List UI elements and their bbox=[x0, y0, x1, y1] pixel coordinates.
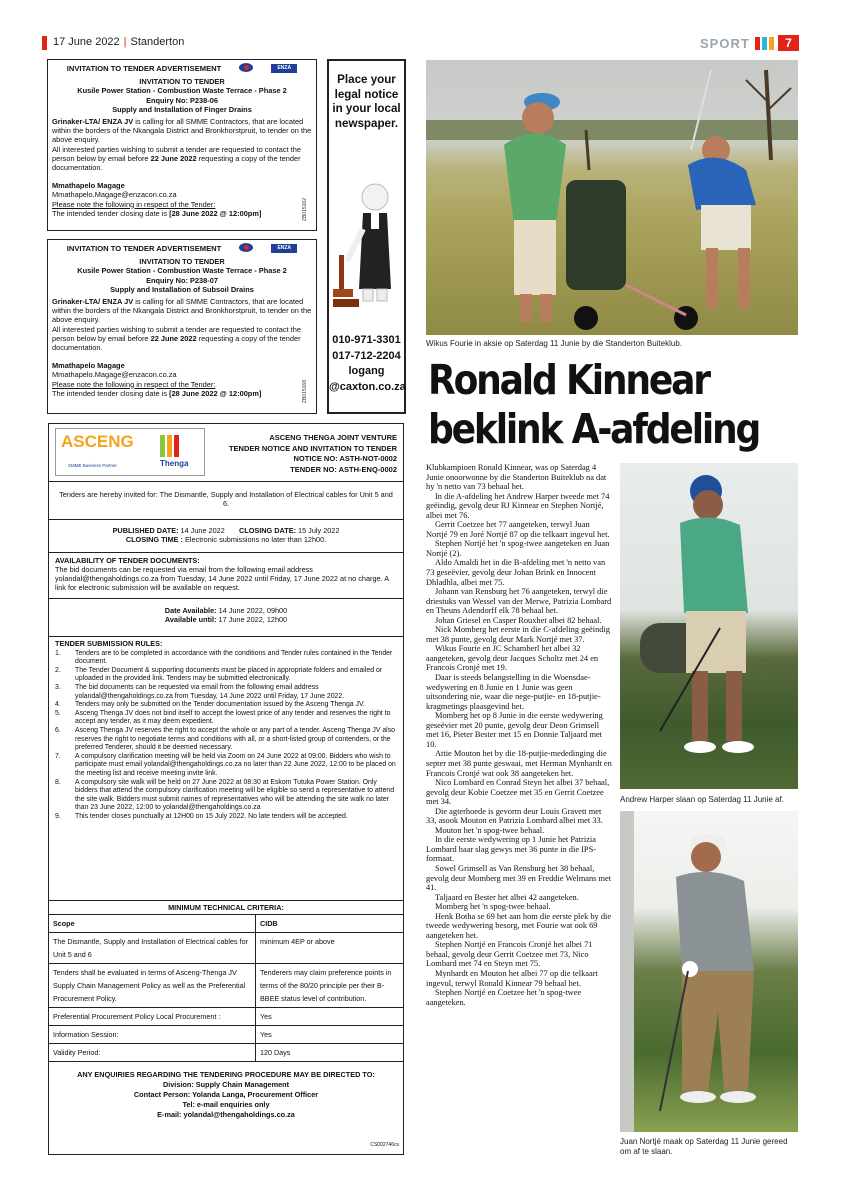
rule-text: The Tender Document & supporting documents must be placed in appropriate folders and emailed or uploaded in the provided link. Tenders may be submitted electronically. bbox=[75, 666, 383, 683]
contact-email[interactable]: Mmathapelo.Magage@enzacon.co.za bbox=[52, 190, 177, 200]
tender-ad-finger-drains bbox=[47, 59, 317, 231]
golf-photo-andrew-harper bbox=[620, 463, 798, 789]
section-square-orange bbox=[769, 37, 774, 50]
rule-item bbox=[55, 779, 397, 813]
golf-photo-wikus-fourie bbox=[426, 60, 798, 335]
closing-label: The intended tender closing date is bbox=[52, 388, 170, 398]
rule-text: Asceng Thenga JV does not bind itself to accept the lowest price of any tender and reserves the right to accept any tender, as it may deem expedient. bbox=[75, 709, 391, 726]
rule-number: 9. bbox=[55, 812, 61, 820]
date-available-label: Date Available: bbox=[164, 606, 217, 615]
contact-email[interactable]: Mmathapelo.Magage@enzacon.co.za bbox=[52, 370, 177, 380]
rule-item bbox=[55, 753, 397, 779]
photo-illustration bbox=[426, 60, 798, 335]
tender-body-text: All interested parties wishing to submit a tender are requested to contact the person below by email before bbox=[52, 324, 301, 343]
enquiries-email[interactable]: E-mail: yolandal@thengaholdings.co.za bbox=[157, 1110, 295, 1119]
article-paragraph: Wikus Fourie en JC Schamberl het albei 32 aangeteken, gevolg deur Jacques Scholtz met 24 en Francois Cronjé met 19. bbox=[426, 644, 599, 673]
rule-number: 4. bbox=[55, 701, 61, 709]
rule-item bbox=[55, 650, 397, 667]
logo-bar-orange bbox=[167, 435, 172, 457]
article-paragraph: Aldo Amaldi het in die B-afdeling met 'n netto van 73 geseëvier, gevolg deur Johan Brink en Innocent Dhladhla, albei met 75. bbox=[426, 558, 606, 587]
rule-text: Asceng Thenga JV reserves the right to accept the whole or any part of a tender. Asceng Thenga JV also reserves the right to negotiate terms and conditions with all, or a short-listed group of contenders, or the preferred Tenderer, should it be deemed necessary. bbox=[75, 726, 395, 752]
tender-deadline: 22 June 2022 bbox=[150, 153, 197, 163]
closing-time: Electronic submissions no later than 12h00. bbox=[182, 535, 327, 544]
tender-deadline: 22 June 2022 bbox=[150, 333, 197, 343]
closing-label: The intended tender closing date is bbox=[52, 208, 170, 218]
article-paragraph: Attie Mouton het by die 18-putjie-mededinging die septer met 38 punte geswaai, met Herman Mynhardt en Francois Cronjé wat ook 38 aangeteken het. bbox=[426, 749, 612, 778]
article-paragraph: Nico Lombard en Conrad Steyn het albei 37 behaal, gevolg deur Kobie Coetzee met 35 en Gerrit Coetzee met 34. bbox=[426, 778, 610, 807]
article-paragraph: Stephen Nortjé het 'n spog-twee aangeteken en Juan Nortjé (2). bbox=[426, 539, 610, 558]
closing-date: [28 June 2022 @ 12:00pm] bbox=[169, 388, 262, 398]
enquiries-tel: Tel: e-mail enquiries only bbox=[182, 1100, 270, 1109]
promo-headline: Place your legal notice in your local newspaper. bbox=[332, 73, 401, 130]
photo-illustration bbox=[620, 811, 798, 1132]
tender-body-1 bbox=[52, 297, 312, 325]
tender-ad-title: INVITATION TO TENDER ADVERTISEMENT bbox=[66, 244, 222, 253]
tender-project: Kusile Power Station - Combustion Waste Terrace - Phase 2 bbox=[77, 266, 287, 276]
photo-caption-1: Wikus Fourie in aksie op Saterdag 11 Junie by die Standerton Buiteklub. bbox=[426, 339, 682, 348]
contact-name: Mmathapelo Magage bbox=[52, 361, 125, 371]
enza-logo: ENZA bbox=[271, 64, 297, 73]
published-date: 14 June 2022 bbox=[178, 526, 225, 535]
ad-code: ZB015168 bbox=[301, 380, 308, 404]
availability-block bbox=[49, 553, 403, 599]
logo-bar-green bbox=[160, 435, 165, 457]
thenga-logo-text: Thenga bbox=[160, 459, 189, 468]
tender-body-text: requesting a copy of the tender documentation. bbox=[52, 333, 301, 353]
promo-email[interactable]: @caxton.co.za bbox=[329, 380, 406, 393]
article-paragraph: Henk Botha se 69 het aan hom die eerste plek by die tweede wedywering besorg, met Fourie wat ook 69 aangeteken het. bbox=[426, 911, 612, 940]
issue-date: 17 June 2022 bbox=[53, 36, 120, 48]
jv-name: ASCENG THENGA JOINT VENTURE bbox=[269, 433, 397, 442]
rule-item bbox=[55, 667, 397, 684]
article-paragraph: Stephen Nortjé en Francois Cronjé het albei 71 behaal, gevolg deur Gerrit Coetzee met 73, Nico Lombard met 74 en Steyn met 75. bbox=[426, 940, 593, 969]
available-dates bbox=[49, 599, 403, 637]
article-paragraph: Daar is steeds belangstelling in die Woensdae-wedywering en 8 Junie en 1 Junie was geen uitsondering nie, waar die nege-putjie- en 18-putjie-kragmetings plaasgevind het. bbox=[426, 673, 601, 711]
tender-body-text: is calling for all SMME Contractors, that are located within the borders of the Nkangala District and Bronkhorstpruit, to tender on the above enquiry. bbox=[52, 297, 312, 325]
rule-number: 1. bbox=[55, 649, 61, 657]
logo-bar-red bbox=[174, 435, 179, 457]
tender-heading: INVITATION TO TENDER bbox=[139, 257, 225, 267]
closing-time-label: CLOSING TIME : bbox=[125, 535, 183, 544]
rule-text: Tenders are to be completed in accordance with the conditions and Tender rules contained in the Tender document. bbox=[75, 649, 393, 666]
photo-illustration bbox=[620, 463, 798, 789]
rule-text: A compulsory clarification meeting will be held via Zoom on 24 June 2022 at 09:00. Bidders who wish to participate must email yolandal@thengaholdings.co.za no later than 22 June 2022, 12:00 to be placed on the meeting list and receive meeting invite link. bbox=[75, 752, 396, 777]
promo-logon: logang bbox=[348, 365, 385, 377]
rule-item bbox=[55, 684, 397, 701]
criteria-cell: Yes bbox=[256, 1008, 403, 1026]
published-label: PUBLISHED DATE: bbox=[112, 526, 179, 535]
asceng-titles bbox=[229, 428, 397, 477]
rule-number: 3. bbox=[55, 683, 61, 691]
criteria-cell: Validity Period: bbox=[49, 1044, 256, 1062]
notice-number: NOTICE NO: ASTH-NOT-0002 bbox=[293, 454, 397, 463]
closing-label: CLOSING DATE: bbox=[238, 526, 297, 535]
promo-contacts bbox=[329, 333, 404, 395]
article-paragraph: Taljaard en Bester het albei 42 aangeteken. bbox=[435, 892, 579, 902]
judge-figure-illustration bbox=[333, 179, 403, 319]
available-until: 17 June 2022, 12h00 bbox=[216, 615, 288, 624]
rules-list bbox=[55, 650, 397, 822]
article-paragraph: In die A-afdeling het Andrew Harper tweede met 74 geëindig, gevolg deur RJ Kinnear en Stephen Nortjé, albei met 76. bbox=[426, 491, 610, 520]
rule-number: 7. bbox=[55, 752, 61, 760]
contact-name: Mmathapelo Magage bbox=[52, 181, 125, 191]
page-number: 7 bbox=[778, 35, 799, 51]
criteria-cell: The Dismantle, Supply and Installation of Electrical cables for Unit 5 and 6 bbox=[49, 933, 256, 964]
criteria-cell: 120 Days bbox=[256, 1044, 403, 1062]
criteria-heading: MINIMUM TECHNICAL CRITERIA: bbox=[49, 901, 403, 915]
tender-body-text: is calling for all SMME Contractors, that are located within the borders of the Nkangala District and Bronkhorstpruit, to tender on the above enquiry. bbox=[52, 117, 312, 145]
rule-item bbox=[55, 710, 397, 727]
tender-company: Grinaker-LTA/ ENZA JV bbox=[52, 297, 134, 307]
enquiries-heading: ANY ENQUIRIES REGARDING THE TENDERING PROCEDURE MAY BE DIRECTED TO: bbox=[77, 1070, 375, 1079]
criteria-cell: CIDB bbox=[256, 915, 403, 933]
criteria-cell: Information Session: bbox=[49, 1026, 256, 1044]
tender-scope: Supply and Installation of Finger Drains bbox=[112, 104, 252, 114]
invite-text: Tenders are hereby invited for: The Dismantle, Supply and Installation of Electrical cables for Unit 5 and 6. bbox=[49, 482, 403, 520]
tender-ad-subsoil-drains bbox=[47, 239, 317, 414]
article-paragraph: Nick Momberg het eerste in die C-afdeling geëindig met 38 punte, gevolg deur Mark Nortjé met 37. bbox=[426, 625, 610, 644]
tender-note: Please note the following in respect of the Tender: bbox=[52, 379, 216, 389]
article-headline: Ronald Kinnear beklink A-afdeling bbox=[428, 356, 760, 453]
enza-logo: ENZA bbox=[271, 244, 297, 253]
tender-closing bbox=[52, 209, 312, 218]
tender-body-1 bbox=[52, 117, 312, 145]
notice-title: TENDER NOTICE AND INVITATION TO TENDER bbox=[228, 443, 397, 453]
article-paragraph: Johann van Rensburg het 76 aangeteken, terwyl die driestuks van Wessel van der Merwe, Patrizia Lombard en Theuns Adendorff elk 78 behaal het. bbox=[426, 587, 612, 616]
tender-ad-title: INVITATION TO TENDER ADVERTISEMENT bbox=[66, 64, 222, 73]
ad-code: ZB015162 bbox=[301, 198, 308, 222]
section-label: SPORT bbox=[700, 36, 750, 51]
tender-note: Please note the following in respect of the Tender: bbox=[52, 199, 216, 209]
grinaker-logo bbox=[239, 243, 253, 254]
promo-phone-2[interactable]: 017-712-2204 bbox=[332, 349, 401, 362]
article-body bbox=[426, 463, 612, 1007]
tender-body-text: requesting a copy of the tender documentation. bbox=[52, 153, 301, 173]
closing-date: [28 June 2022 @ 12:00pm] bbox=[169, 208, 262, 218]
enquiries-contact: Contact Person: Yolanda Langa, Procurement Officer bbox=[133, 1090, 319, 1099]
article-paragraph: Mynhardt en Mouton het albei 77 op die telkaart ingevul, terwyl Ronald Kinnear 79 behaal het. bbox=[426, 968, 598, 988]
photo-caption-2: Andrew Harper slaan op Saterdag 11 Junie af. bbox=[620, 795, 784, 804]
town-name: Standerton bbox=[130, 36, 185, 48]
article-paragraph: Gerrit Coetzee het 77 aangeteken, terwyl Juan Nortjé 79 en Joré Nortjé 87 op die telkaart ingevul het. bbox=[426, 520, 610, 539]
tender-number: TENDER NO: ASTH-ENQ-0002 bbox=[290, 464, 397, 474]
tender-enquiry-no: Enquiry No: P238-07 bbox=[146, 275, 218, 285]
article-paragraph: Die agterhoede is gevorm deur Louis Gravett met 33, asook Mouton en Patrizia Lombard albei met 33. bbox=[426, 806, 603, 826]
article-paragraph: Johan Griesel en Casper Rouxhet albei 82 behaal. bbox=[435, 615, 602, 625]
rule-number: 8. bbox=[55, 778, 61, 786]
criteria-cell: Scope bbox=[49, 915, 256, 933]
rules-heading: TENDER SUBMISSION RULES: bbox=[55, 639, 163, 648]
enquiries-division: Division: Supply Chain Management bbox=[162, 1080, 290, 1089]
rule-item bbox=[55, 813, 397, 822]
date-available: 14 June 2022, 09h00 bbox=[216, 606, 288, 615]
rule-text: Tenders may only be submitted on the Tender documentation issued by the Asceng Thenga JV. bbox=[75, 701, 365, 709]
availability-text: The bid documents can be requested via email from the following email address yolandal@thengaholdings.co.za from Tuesday, 14 June 2022 until Friday, 17 June 2022 at no charge. A link for electronic submission will be available on request. bbox=[55, 565, 389, 592]
rule-number: 2. bbox=[55, 666, 61, 674]
criteria-cell: Tenderers may claim preference points in terms of the 80/20 principle per their B-BBEE status level of contribution. bbox=[256, 964, 403, 1008]
article-paragraph: Momberg het op 8 Junie in die eerste wedywering geseëvier met 20 punte, gevolg deur Deon Grimsell met 16, Pieter Bester met 15 en Donnie Taljaard met 10. bbox=[426, 711, 603, 749]
promo-phone-1[interactable]: 010-971-3301 bbox=[332, 334, 401, 346]
criteria-cell: minimum 4EP or above bbox=[256, 933, 403, 964]
criteria-cell: Tenders shall be evaluated in terms of Asceng-Thenga JV Supply Chain Management Policy as well as the Preferential Procurement Policy. bbox=[49, 964, 256, 1008]
criteria-cell: Yes bbox=[256, 1026, 403, 1044]
tender-scope: Supply and Installation of Subsoil Drains bbox=[110, 284, 254, 294]
tender-ad-title-row bbox=[52, 243, 312, 254]
article-paragraph: In die eerste wedywering op 1 Junie het Patrizia Lombard haar slag gewys met 36 punte in die IPS-formaat. bbox=[426, 835, 597, 864]
header-separator: | bbox=[123, 36, 127, 48]
logo-tagline: SMME Business Partner bbox=[68, 463, 118, 468]
enquiries-block bbox=[49, 1062, 403, 1120]
availability-heading: AVAILABILITY OF TENDER DOCUMENTS: bbox=[55, 556, 200, 565]
article-paragraph: Sowel Grimsell as Van Rensburg het 38 behaal, gevolg deur Momberg met 39 en Freddie Welmans met 41. bbox=[426, 863, 612, 893]
header-accent-bar bbox=[42, 36, 47, 50]
legal-notice-promo bbox=[327, 59, 406, 414]
rule-item bbox=[55, 701, 397, 710]
criteria-cell: Preferential Procurement Policy Local Procurement : bbox=[49, 1008, 256, 1026]
rule-text: A compulsory site walk will be held on 27 June 2022 at 08:30 at Eskom Tutuka Power Station. Only bidders that attend the compulsory clarification meeting will be eligible so send a representative to attend the site walk. Bidders must submit names of representatives who will be attending the site walk no later than 23 June 2022, 12:00 to yolandal@thengaholdings.co.za bbox=[75, 778, 395, 812]
rule-item bbox=[55, 727, 397, 753]
asceng-header bbox=[49, 424, 403, 482]
article-paragraph: Klubkampioen Ronald Kinnear, was op Saterdag 4 Junie onoorwonne by die Standerton Buiteklub na dat hy 'n netto van 73 behaal het. bbox=[426, 463, 607, 492]
article-paragraph: Mouton het 'n spog-twee behaal. bbox=[435, 825, 545, 835]
tender-ad-title-row bbox=[52, 63, 312, 74]
tender-project: Kusile Power Station - Combustion Waste Terrace - Phase 2 bbox=[77, 86, 287, 96]
article-paragraph: Momberg het 'n spog-twee behaal. bbox=[435, 902, 551, 912]
ad-code: CS002746cs bbox=[370, 1142, 399, 1148]
photo-caption-3: Juan Nortjé maak op Saterdag 11 Junie gereed om af te slaan. bbox=[620, 1137, 788, 1156]
tender-heading: INVITATION TO TENDER bbox=[139, 77, 225, 87]
closing-date: 15 July 2022 bbox=[296, 526, 340, 535]
grinaker-logo bbox=[239, 63, 253, 74]
tender-body-2 bbox=[52, 325, 312, 353]
submission-rules bbox=[49, 637, 403, 901]
criteria-table bbox=[49, 915, 403, 1062]
tender-closing bbox=[52, 389, 312, 398]
rule-number: 5. bbox=[55, 709, 61, 717]
asceng-logo-text: ASCENG bbox=[61, 432, 134, 451]
tender-body-text: All interested parties wishing to submit a tender are requested to contact the person below by email before bbox=[52, 144, 301, 163]
dates-block bbox=[49, 520, 403, 553]
tender-company: Grinaker-LTA/ ENZA JV bbox=[52, 117, 134, 127]
tender-body-2 bbox=[52, 145, 312, 173]
header-date-town bbox=[53, 36, 184, 48]
rule-text: The bid documents can be requested via email from the following email address yolandal@thengaholdings.co.za from Tuesday, 14 June 2022 until Friday, 17 June 2022. bbox=[75, 683, 345, 700]
golf-photo-juan-nortje bbox=[620, 811, 798, 1132]
section-square-blue bbox=[762, 37, 767, 50]
asceng-logo bbox=[55, 428, 205, 476]
tender-enquiry-no: Enquiry No: P238-06 bbox=[146, 95, 218, 105]
rule-number: 6. bbox=[55, 726, 61, 734]
article-paragraph: Stephen Nortjé en Coetzee het 'n spog-twee aangeteken. bbox=[426, 988, 582, 1007]
available-until-label: Available until: bbox=[164, 615, 217, 624]
rule-text: This tender closes punctually at 12H00 on 15 July 2022. No late tenders will be accepted. bbox=[75, 812, 348, 820]
section-square-red bbox=[755, 37, 760, 50]
asceng-tender-notice bbox=[48, 423, 404, 1155]
